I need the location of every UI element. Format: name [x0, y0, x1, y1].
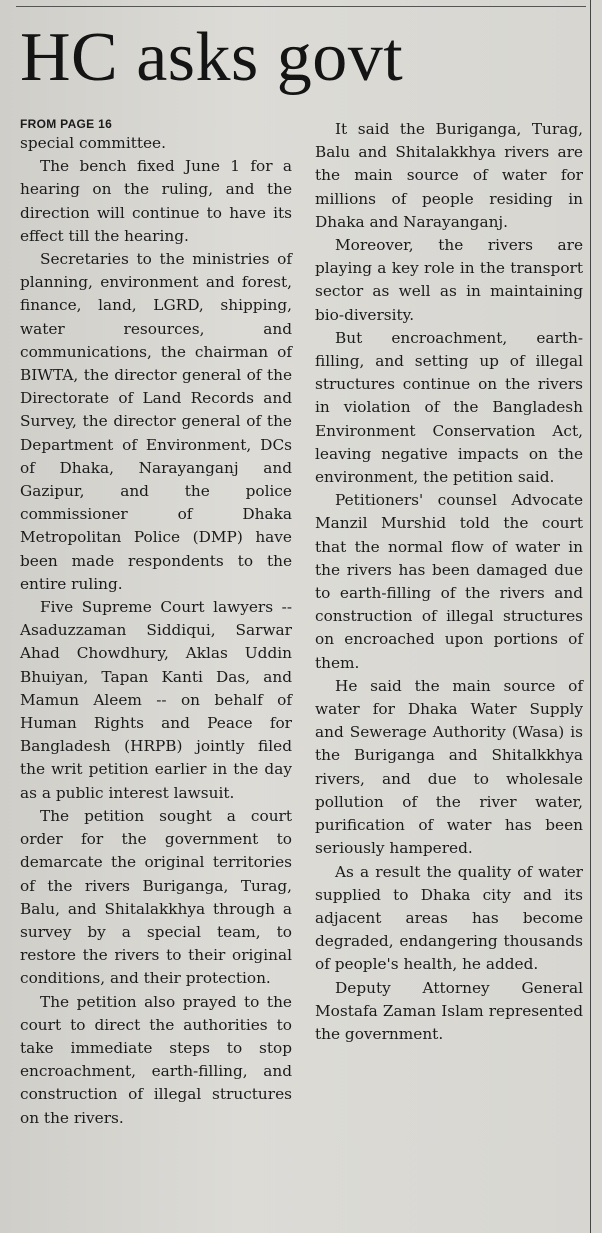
paragraph: Deputy Attorney General Mostafa Zaman Islam represented the government. — [315, 978, 583, 1043]
top-rule — [16, 6, 586, 7]
paragraph: Petitioners' counsel Advocate Manzil Murshid told the court that the normal flow of water in the rivers has been damaged due to earth-filling of the rivers and construction of illegal structures on encroached upon portions of them. — [315, 491, 583, 672]
paragraph: Five Supreme Court lawyers -- Asaduzzaman Siddiqui, Sarwar Ahad Chowdhury, Aklas Uddin Bhuiyan, Tapan Kanti Das, and Mamun Aleem -- on behalf of Human Rights and Peace for Bangladesh (HRPB) jointly filed the writ petition earlier in the day as a public interest lawsuit. — [20, 598, 292, 802]
left-column — [20, 116, 292, 1130]
paragraph: Secretaries to the ministries of planning, environment and forest, finance, land, LGRD, shipping, water resources, and communications, the chairman of BIWTA, the director general of the Directorate of Land Records and Survey, the director general of the Department of Environment, DCs of Dhaka, Narayanganj and Gazipur, and the police commissioner of Dhaka Metropolitan Police (DMP) have been made respondents to the entire ruling. — [20, 250, 292, 593]
paragraph: He said the main source of water for Dhaka Water Supply and Sewerage Authority (Wasa) is the Buriganga and Shitalkkhya rivers, and due to wholesale pollution of the river water, purification of water has been seriously hampered. — [315, 676, 583, 858]
paragraph: Moreover, the rivers are playing a key role in the transport sector as well as in maintaining bio-diversity. — [315, 236, 583, 324]
continuation-kicker: FROM PAGE 16 — [20, 117, 113, 131]
paragraph: The bench fixed June 1 for a hearing on the ruling, and the direction will continue to have its effect till the hearing. — [20, 157, 292, 245]
paragraph: It said the Buriganga, Turag, Balu and Shitalakkhya rivers are the main source of water for millions of people residing in Dhaka and Narayanganj. — [315, 120, 583, 231]
paragraph: But encroachment, earth-filling, and setting up of illegal structures continue on the rivers in violation of the Bangladesh Environment Conservation Act, leaving negative impacts on the environment, the petition said. — [315, 328, 583, 487]
right-column — [315, 118, 583, 1046]
paragraph: The petition also prayed to the court to direct the authorities to take immediate steps to stop encroachment, earth-filling, and construction of illegal structures on the rivers. — [20, 992, 292, 1127]
paragraph: As a result the quality of water supplied to Dhaka city and its adjacent areas has become degraded, endangering thousands of people's health, he added. — [315, 862, 583, 974]
headline: HC asks govt — [20, 19, 404, 96]
paragraph: special committee. — [20, 134, 166, 152]
paragraph: The petition sought a court order for the government to demarcate the original territories of the rivers Buriganga, Turag, Balu, and Shitalakkhya through a survey by a special team, to restore the rivers to their original conditions, and their protection. — [20, 806, 292, 988]
column-edge-rule — [590, 0, 591, 1233]
